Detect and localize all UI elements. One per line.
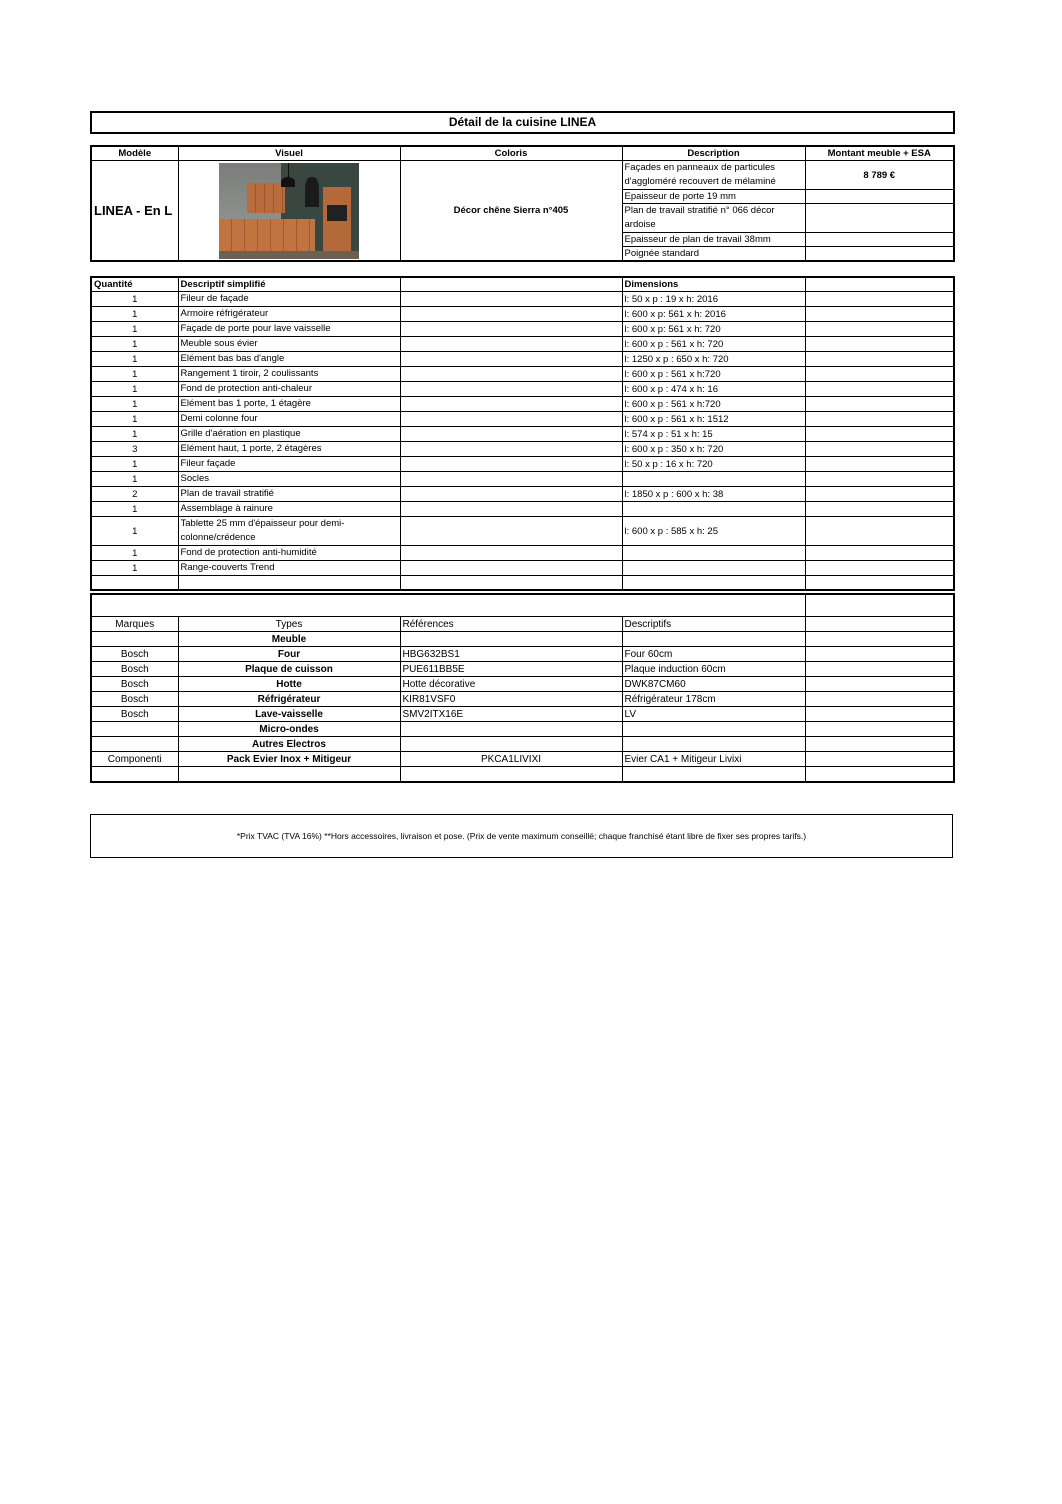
table-row xyxy=(91,576,954,591)
item-quantity: 1 xyxy=(91,502,178,517)
item-description: Meuble sous évier xyxy=(178,337,400,352)
brand-empty xyxy=(805,737,954,752)
item-empty xyxy=(805,502,954,517)
brand-empty xyxy=(805,662,954,677)
item-quantity: 1 xyxy=(91,561,178,576)
header-description: Description xyxy=(622,146,805,161)
item-quantity: 1 xyxy=(91,292,178,307)
appliance-reference: HBG632BS1 xyxy=(400,647,622,662)
table-row xyxy=(91,412,954,427)
appliance-descriptif: LV xyxy=(622,707,805,722)
item-description: Elément haut, 1 porte, 2 étagères xyxy=(178,442,400,457)
item-quantity: 1 xyxy=(91,457,178,472)
table-row xyxy=(91,502,954,517)
item-dimensions xyxy=(622,576,805,591)
brand-empty xyxy=(805,722,954,737)
item-description: Fond de protection anti-humidité xyxy=(178,546,400,561)
brand-empty xyxy=(805,647,954,662)
appliance-descriptif: DWK87CM60 xyxy=(622,677,805,692)
item-description: Fileur façade xyxy=(178,457,400,472)
table-row xyxy=(91,427,954,442)
item-dimensions: l: 600 x p : 474 x h: 16 xyxy=(622,382,805,397)
item-empty xyxy=(400,397,622,412)
table-row xyxy=(91,737,954,752)
item-dimensions xyxy=(622,502,805,517)
item-description: Demi colonne four xyxy=(178,412,400,427)
item-empty xyxy=(805,382,954,397)
item-dimensions xyxy=(622,546,805,561)
item-quantity: 1 xyxy=(91,412,178,427)
table-row xyxy=(91,457,954,472)
item-empty xyxy=(400,576,622,591)
table-row xyxy=(91,662,954,677)
header-descriptifs: Descriptifs xyxy=(622,617,805,632)
item-dimensions: l: 600 x p : 561 x h:720 xyxy=(622,397,805,412)
item-dimensions: l: 600 x p : 585 x h: 25 xyxy=(622,517,805,546)
description-line: Poignée standard xyxy=(622,247,805,262)
appliance-type: Plaque de cuisson xyxy=(178,662,400,677)
table-row xyxy=(91,677,954,692)
item-empty xyxy=(400,442,622,457)
table-row xyxy=(91,397,954,412)
header-dimensions: Dimensions xyxy=(622,277,805,292)
item-description: Elément bas 1 porte, 1 étagère xyxy=(178,397,400,412)
item-empty xyxy=(805,472,954,487)
table-row xyxy=(91,546,954,561)
header-marques: Marques xyxy=(91,617,178,632)
description-line: Façades en panneaux de particules d'aggloméré recouvert de mélaminé xyxy=(622,161,805,190)
item-dimensions: l: 600 x p: 561 x h: 2016 xyxy=(622,307,805,322)
item-quantity: 1 xyxy=(91,517,178,546)
appliance-descriptif: Réfrigérateur 178cm xyxy=(622,692,805,707)
item-quantity: 3 xyxy=(91,442,178,457)
item-empty xyxy=(400,322,622,337)
item-dimensions xyxy=(622,561,805,576)
kitchen-photo xyxy=(219,163,359,259)
item-description: Grille d'aération en plastique xyxy=(178,427,400,442)
brand-name xyxy=(91,737,178,752)
table-row xyxy=(91,647,954,662)
item-dimensions: l: 1850 x p : 600 x h: 38 xyxy=(622,487,805,502)
header-types: Types xyxy=(178,617,400,632)
item-empty xyxy=(400,367,622,382)
item-empty xyxy=(805,322,954,337)
appliance-type: Réfrigérateur xyxy=(178,692,400,707)
brand-empty xyxy=(805,752,954,767)
item-dimensions: l: 50 x p : 19 x h: 2016 xyxy=(622,292,805,307)
item-empty xyxy=(805,307,954,322)
item-dimensions: l: 1250 x p : 650 x h: 720 xyxy=(622,352,805,367)
brand-empty xyxy=(805,692,954,707)
appliance-descriptif xyxy=(622,722,805,737)
item-quantity: 1 xyxy=(91,337,178,352)
appliance-reference xyxy=(400,632,622,647)
table-row xyxy=(91,472,954,487)
appliance-reference: KIR81VSF0 xyxy=(400,692,622,707)
item-quantity: 1 xyxy=(91,427,178,442)
item-empty xyxy=(805,487,954,502)
item-empty xyxy=(805,352,954,367)
appliance-type: Pack Evier Inox + Mitigeur xyxy=(178,752,400,767)
table-row xyxy=(91,382,954,397)
appliance-reference xyxy=(400,767,622,783)
item-dimensions: l: 600 x p: 561 x h: 720 xyxy=(622,322,805,337)
brand-name: Bosch xyxy=(91,707,178,722)
table-row xyxy=(91,307,954,322)
brand-name xyxy=(91,632,178,647)
item-empty xyxy=(400,337,622,352)
price-value: 8 789 € xyxy=(805,161,954,190)
coloris-value: Décor chêne Sierra n°405 xyxy=(400,161,622,262)
brands-title-side xyxy=(805,594,954,617)
item-description: Rangement 1 tiroir, 2 coulissants xyxy=(178,367,400,382)
item-quantity: 1 xyxy=(91,322,178,337)
appliance-type xyxy=(178,767,400,783)
item-empty xyxy=(805,337,954,352)
item-description: Tablette 25 mm d'épaisseur pour demi-colonne/crédence xyxy=(178,517,400,546)
item-description: Plan de travail stratifié xyxy=(178,487,400,502)
header-modele: Modèle xyxy=(91,146,178,161)
appliance-type: Hotte xyxy=(178,677,400,692)
item-quantity: 1 xyxy=(91,546,178,561)
item-empty xyxy=(400,352,622,367)
item-dimensions xyxy=(622,472,805,487)
table-row xyxy=(91,752,954,767)
header-empty xyxy=(805,277,954,292)
item-empty xyxy=(400,412,622,427)
page-title: Détail de la cuisine LINEA xyxy=(90,111,955,134)
item-empty xyxy=(805,517,954,546)
brand-empty xyxy=(805,632,954,647)
items-table xyxy=(90,276,955,591)
brand-empty xyxy=(805,707,954,722)
brand-name: Bosch xyxy=(91,647,178,662)
item-empty xyxy=(805,546,954,561)
item-empty xyxy=(805,561,954,576)
model-name: LINEA - En L xyxy=(91,161,178,262)
table-row xyxy=(91,487,954,502)
table-row xyxy=(91,692,954,707)
item-empty xyxy=(400,292,622,307)
item-quantity: 1 xyxy=(91,382,178,397)
appliance-descriptif xyxy=(622,737,805,752)
visual-cell xyxy=(178,161,400,262)
item-description: Fileur de façade xyxy=(178,292,400,307)
item-empty xyxy=(805,457,954,472)
appliance-reference: Hotte décorative xyxy=(400,677,622,692)
header-visuel: Visuel xyxy=(178,146,400,161)
item-empty xyxy=(400,457,622,472)
brand-name: Componenti xyxy=(91,752,178,767)
item-description: Elément bas bas d'angle xyxy=(178,352,400,367)
brand-name xyxy=(91,722,178,737)
item-dimensions: l: 600 x p : 561 x h: 720 xyxy=(622,337,805,352)
appliance-descriptif: Plaque induction 60cm xyxy=(622,662,805,677)
appliance-reference: PKCA1LIVIXI xyxy=(400,752,622,767)
appliance-descriptif: Four 60cm xyxy=(622,647,805,662)
table-row xyxy=(91,322,954,337)
item-description: Assemblage à rainure xyxy=(178,502,400,517)
header-references: Références xyxy=(400,617,622,632)
appliance-reference: SMV2ITX16E xyxy=(400,707,622,722)
appliance-reference: PUE611BB5E xyxy=(400,662,622,677)
item-description: Armoire réfrigérateur xyxy=(178,307,400,322)
table-row xyxy=(91,517,954,546)
item-empty xyxy=(805,427,954,442)
brands-title-cell xyxy=(91,594,805,617)
item-quantity: 1 xyxy=(91,367,178,382)
item-description: Socles xyxy=(178,472,400,487)
header-empty xyxy=(805,617,954,632)
item-description: Façade de porte pour lave vaisselle xyxy=(178,322,400,337)
appliance-reference xyxy=(400,722,622,737)
item-empty xyxy=(805,292,954,307)
brand-name: Bosch xyxy=(91,662,178,677)
footnote: *Prix TVAC (TVA 16%) **Hors accessoires, livraison et pose. (Prix de vente maximum conseillé; chaque franchisé étant libre de fixer ses propres tarifs.) xyxy=(90,814,953,858)
appliance-type: Lave-vaisselle xyxy=(178,707,400,722)
appliance-descriptif xyxy=(622,632,805,647)
item-quantity: 2 xyxy=(91,487,178,502)
appliance-reference xyxy=(400,737,622,752)
table-row xyxy=(91,767,954,783)
header-descriptif: Descriptif simplifié xyxy=(178,277,400,292)
table-row xyxy=(91,722,954,737)
item-empty xyxy=(400,546,622,561)
header-montant: Montant meuble + ESA xyxy=(805,146,954,161)
item-dimensions: l: 50 x p : 16 x h: 720 xyxy=(622,457,805,472)
table-row xyxy=(91,442,954,457)
item-quantity: 1 xyxy=(91,352,178,367)
item-dimensions: l: 600 x p : 350 x h: 720 xyxy=(622,442,805,457)
table-row xyxy=(91,292,954,307)
item-dimensions: l: 600 x p : 561 x h:720 xyxy=(622,367,805,382)
table-row xyxy=(91,707,954,722)
brand-name xyxy=(91,767,178,783)
item-description xyxy=(178,576,400,591)
item-quantity: 1 xyxy=(91,397,178,412)
item-dimensions: l: 574 x p : 51 x h: 15 xyxy=(622,427,805,442)
description-line: Epaisseur de plan de travail 38mm xyxy=(622,233,805,247)
appliance-type: Autres Electros xyxy=(178,737,400,752)
description-line: Plan de travail stratifié n° 066 décor ardoise xyxy=(622,204,805,233)
item-empty xyxy=(805,442,954,457)
appliance-descriptif: Evier CA1 + Mitigeur Livixi xyxy=(622,752,805,767)
table-row xyxy=(91,632,954,647)
brands-table xyxy=(90,593,955,783)
item-empty xyxy=(400,502,622,517)
brand-empty xyxy=(805,767,954,783)
item-empty xyxy=(400,487,622,502)
item-empty xyxy=(805,576,954,591)
item-quantity: 1 xyxy=(91,472,178,487)
item-quantity: 1 xyxy=(91,307,178,322)
header-empty xyxy=(400,277,622,292)
item-empty xyxy=(805,412,954,427)
item-empty xyxy=(400,561,622,576)
item-empty xyxy=(400,307,622,322)
table-row xyxy=(91,367,954,382)
table-row xyxy=(91,352,954,367)
appliance-descriptif xyxy=(622,767,805,783)
model-table xyxy=(90,145,955,262)
brand-name: Bosch xyxy=(91,677,178,692)
description-line: Epaisseur de porte 19 mm xyxy=(622,190,805,204)
appliance-type: Four xyxy=(178,647,400,662)
item-quantity xyxy=(91,576,178,591)
brand-empty xyxy=(805,677,954,692)
brand-name: Bosch xyxy=(91,692,178,707)
item-dimensions: l: 600 x p : 561 x h: 1512 xyxy=(622,412,805,427)
item-empty xyxy=(400,382,622,397)
item-description: Range-couverts Trend xyxy=(178,561,400,576)
header-coloris: Coloris xyxy=(400,146,622,161)
appliance-type: Micro-ondes xyxy=(178,722,400,737)
item-empty xyxy=(805,397,954,412)
item-empty xyxy=(400,427,622,442)
table-row xyxy=(91,561,954,576)
item-empty xyxy=(400,472,622,487)
header-quantite: Quantité xyxy=(91,277,178,292)
item-empty xyxy=(805,367,954,382)
table-row xyxy=(91,337,954,352)
item-description: Fond de protection anti-chaleur xyxy=(178,382,400,397)
appliance-type: Meuble xyxy=(178,632,400,647)
item-empty xyxy=(400,517,622,546)
